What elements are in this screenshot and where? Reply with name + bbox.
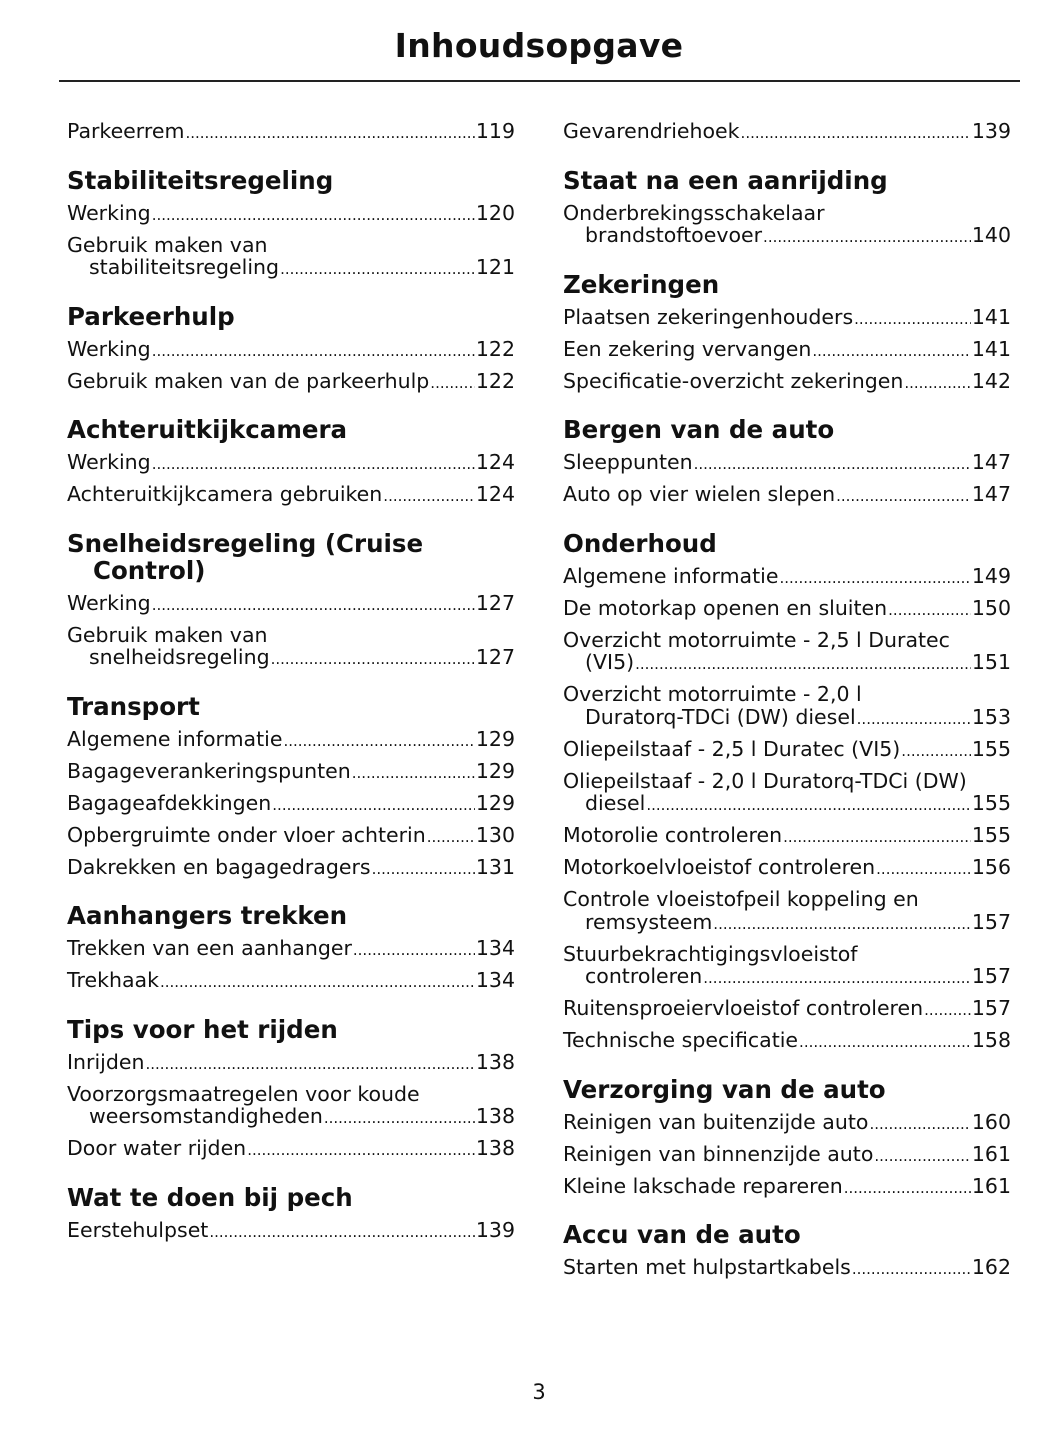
entry-text: Motorkoelvloeistof controleren xyxy=(563,855,876,879)
toc-section-staat-na-een-aanrijding xyxy=(563,167,1011,249)
dot-leader xyxy=(160,971,475,994)
dot-leader xyxy=(812,340,971,363)
entry-page-number: 158 xyxy=(971,1028,1011,1052)
entry-page-number: 131 xyxy=(475,854,515,879)
entry-text: snelheidsregeling xyxy=(89,645,270,669)
dot-leader xyxy=(852,1258,971,1281)
dot-leader xyxy=(703,967,971,990)
dot-leader xyxy=(924,999,971,1022)
entry-page-number: 140 xyxy=(971,223,1011,247)
entry-text: Reinigen van binnenzijde auto xyxy=(563,1141,874,1166)
entry-page-number: 122 xyxy=(475,368,515,393)
toc-entry[interactable] xyxy=(67,234,515,281)
toc-entry[interactable] xyxy=(563,597,1011,622)
toc-left-column xyxy=(67,120,515,1265)
entry-text: Werking xyxy=(67,336,151,361)
toc-entry[interactable] xyxy=(563,1256,1011,1281)
entry-text: Gevarendriehoek xyxy=(563,119,740,143)
toc-section-achteruitkijkcamera xyxy=(67,416,515,508)
entry-text: Sleeppunten xyxy=(563,450,693,474)
entry-text: diesel xyxy=(585,791,646,815)
entry-page-number: 127 xyxy=(475,645,515,669)
section-title: Achteruitkijkcamera xyxy=(67,415,348,444)
entry-text: Stuurbekrachtigingsvloeistof xyxy=(563,941,858,966)
entry-text: Algemene informatie xyxy=(563,563,779,588)
section-title: Parkeerhulp xyxy=(67,301,235,331)
entry-text: Achteruitkijkcamera gebruiken xyxy=(67,482,383,506)
entry-text: Auto op vier wielen slepen xyxy=(563,482,836,506)
entry-text: De motorkap openen en sluiten xyxy=(563,595,888,620)
dot-leader xyxy=(694,453,971,476)
dot-leader xyxy=(904,372,971,395)
section-title: Transport xyxy=(67,691,200,721)
entry-text: Dakrekken en bagagedragers xyxy=(67,854,371,879)
entry-page-number: 149 xyxy=(971,563,1011,588)
entry-page-number: 142 xyxy=(971,368,1011,393)
entry-page-number: 124 xyxy=(475,450,515,474)
toc-entry[interactable] xyxy=(67,1137,515,1162)
entry-page-number: 141 xyxy=(971,304,1011,329)
dot-leader xyxy=(152,594,475,617)
entry-page-number: 120 xyxy=(475,200,515,225)
entry-page-number: 129 xyxy=(475,726,515,751)
toc-right-column xyxy=(563,120,1011,1303)
entry-text: Werking xyxy=(67,590,151,615)
entry-page-number: 138 xyxy=(475,1104,515,1128)
toc-entry[interactable] xyxy=(67,451,515,476)
entry-page-number: 151 xyxy=(971,650,1011,674)
entry-text: stabiliteitsregeling xyxy=(89,255,280,279)
dot-leader xyxy=(247,1139,475,1162)
entry-text: Motorolie controleren xyxy=(563,823,783,847)
entry-text: Kleine lakschade repareren xyxy=(563,1173,843,1198)
dot-leader xyxy=(779,567,970,590)
entry-text: (VI5) xyxy=(585,650,635,674)
dot-leader xyxy=(857,708,971,731)
section-title: Verzorging van de auto xyxy=(563,1074,886,1104)
toc-entry[interactable] xyxy=(563,1029,1011,1054)
entry-text: Plaatsen zekeringenhouders xyxy=(563,304,854,329)
entry-text: Een zekering vervangen xyxy=(563,336,812,361)
entry-page-number: 122 xyxy=(475,336,515,361)
toc-entry[interactable] xyxy=(563,824,1011,849)
dot-leader xyxy=(901,740,971,763)
toc-entry[interactable] xyxy=(563,629,1011,676)
section-title: Bergen van de auto xyxy=(563,415,835,444)
entry-text: Werking xyxy=(67,450,151,474)
dot-leader xyxy=(874,1145,970,1168)
entry-text: Gebruik maken van xyxy=(67,232,268,257)
entry-page-number: 161 xyxy=(971,1173,1011,1198)
entry-text: Algemene informatie xyxy=(67,726,283,751)
entry-page-number: 162 xyxy=(971,1255,1011,1279)
page-number: 3 xyxy=(532,1380,546,1404)
toc-section-parkeerhulp xyxy=(67,303,515,395)
entry-text: Controle vloeistofpeil koppeling en xyxy=(563,887,919,911)
section-title: Aanhangers trekken xyxy=(67,901,348,930)
entry-text: Eerstehulpset xyxy=(67,1217,209,1242)
toc-entry[interactable] xyxy=(563,338,1011,363)
entry-text: Gebruik maken van de parkeerhulp xyxy=(67,368,430,393)
toc-entry[interactable] xyxy=(67,1051,515,1076)
toc-entry[interactable] xyxy=(67,483,515,508)
toc-entry[interactable] xyxy=(563,943,1011,990)
toc-section-wat-te-doen-bij-pech xyxy=(67,1184,515,1244)
entry-page-number: 129 xyxy=(475,758,515,783)
entry-text: Bagageverankeringspunten xyxy=(67,758,351,783)
entry-page-number: 138 xyxy=(475,1136,515,1160)
entry-page-number: 130 xyxy=(475,822,515,847)
section-title: Onderhoud xyxy=(563,528,717,558)
toc-section-bergen-van-de-auto xyxy=(563,416,1011,508)
entry-text: Gebruik maken van xyxy=(67,622,268,647)
section-title: Zekeringen xyxy=(563,269,720,299)
toc-entry[interactable] xyxy=(563,565,1011,590)
entry-text: Ruitensproeiervloeistof controleren xyxy=(563,996,924,1020)
toc-section-tips-voor-het-rijden xyxy=(67,1016,515,1162)
section-title: Tips voor het rijden xyxy=(67,1014,338,1044)
dot-leader xyxy=(324,1107,475,1130)
toc-entry[interactable] xyxy=(563,370,1011,395)
section-title: Snelheidsregeling (Cruise Control) xyxy=(67,528,424,585)
dot-leader xyxy=(836,485,971,508)
entry-text: brandstoftoevoer xyxy=(585,223,763,247)
toc-section xyxy=(563,120,1011,145)
dot-leader xyxy=(271,648,475,671)
entry-text: Werking xyxy=(67,200,151,225)
toc-entry[interactable] xyxy=(563,451,1011,476)
dot-leader xyxy=(152,204,475,227)
entry-text: Trekhaak xyxy=(67,968,159,992)
toc-entry[interactable] xyxy=(67,120,515,145)
dot-leader xyxy=(713,913,971,936)
toc-section-onderhoud xyxy=(563,530,1011,1054)
toc-section xyxy=(67,120,515,145)
entry-page-number: 127 xyxy=(475,590,515,615)
entry-text: Starten met hulpstartkabels xyxy=(563,1255,851,1279)
entry-text: Opbergruimte onder vloer achterin xyxy=(67,822,426,847)
dot-leader xyxy=(372,858,475,881)
toc-entry[interactable] xyxy=(67,370,515,395)
entry-text: remsysteem xyxy=(585,909,713,934)
toc-entry[interactable] xyxy=(67,760,515,785)
entry-page-number: 156 xyxy=(971,855,1011,879)
toc-entry[interactable] xyxy=(563,1111,1011,1136)
entry-page-number: 121 xyxy=(475,255,515,279)
toc-entry[interactable] xyxy=(67,202,515,227)
entry-text: Duratorq-TDCi (DW) diesel xyxy=(585,704,856,729)
dot-leader xyxy=(876,858,971,881)
toc-entry[interactable] xyxy=(563,120,1011,145)
entry-page-number: 141 xyxy=(971,336,1011,361)
toc-entry[interactable] xyxy=(563,770,1011,817)
toc-section-transport xyxy=(67,693,515,881)
toc-entry[interactable] xyxy=(563,1175,1011,1200)
toc-entry[interactable] xyxy=(67,1219,515,1244)
dot-leader xyxy=(427,826,475,849)
entry-page-number: 139 xyxy=(475,1217,515,1242)
toc-entry[interactable] xyxy=(67,792,515,817)
entry-text: weersomstandigheden xyxy=(89,1104,323,1128)
entry-page-number: 129 xyxy=(475,790,515,815)
dot-leader xyxy=(152,453,475,476)
toc-entry[interactable] xyxy=(67,856,515,881)
dot-leader xyxy=(430,372,475,395)
entry-page-number: 155 xyxy=(971,736,1011,761)
dot-leader xyxy=(152,340,475,363)
dot-leader xyxy=(844,1177,971,1200)
entry-text: Inrijden xyxy=(67,1049,145,1074)
dot-leader xyxy=(783,826,971,849)
title-divider xyxy=(59,80,1020,82)
entry-page-number: 155 xyxy=(971,823,1011,847)
dot-leader xyxy=(869,1113,970,1136)
entry-text: Onderbrekingsschakelaar xyxy=(563,200,825,225)
entry-page-number: 138 xyxy=(475,1049,515,1074)
entry-page-number: 155 xyxy=(971,791,1011,815)
entry-page-number: 147 xyxy=(971,482,1011,506)
entry-text: Oliepeilstaaf - 2,5 l Duratec (VI5) xyxy=(563,736,901,761)
entry-text: Oliepeilstaaf - 2,0 l Duratorq-TDCi (DW) xyxy=(563,768,967,793)
toc-entry[interactable] xyxy=(563,483,1011,508)
dot-leader xyxy=(353,939,475,962)
section-title: Stabiliteitsregeling xyxy=(67,165,334,195)
dot-leader xyxy=(383,485,475,508)
entry-page-number: 161 xyxy=(971,1141,1011,1166)
toc-entry[interactable] xyxy=(563,888,1011,935)
toc-entry[interactable] xyxy=(67,824,515,849)
dot-leader xyxy=(272,794,475,817)
dot-leader xyxy=(185,122,474,145)
dot-leader xyxy=(209,1221,475,1244)
entry-text: Overzicht motorruimte - 2,5 l Duratec xyxy=(563,627,950,652)
toc-entry[interactable] xyxy=(67,592,515,617)
entry-text: Overzicht motorruimte - 2,0 l xyxy=(563,682,862,706)
toc-section-aanhangers-trekken xyxy=(67,902,515,994)
entry-text: Voorzorgsmaatregelen voor koude xyxy=(67,1081,420,1106)
toc-section-stabiliteitsregeling xyxy=(67,167,515,281)
dot-leader xyxy=(280,258,475,281)
entry-page-number: 119 xyxy=(475,119,515,143)
toc-section-verzorging-van-de-auto xyxy=(563,1076,1011,1200)
toc-entry[interactable] xyxy=(67,624,515,671)
dot-leader xyxy=(646,794,971,817)
dot-leader xyxy=(283,730,474,753)
entry-text: Specificatie-overzicht zekeringen xyxy=(563,368,904,393)
toc-entry[interactable] xyxy=(67,969,515,994)
dot-leader xyxy=(635,653,971,676)
entry-page-number: 147 xyxy=(971,450,1011,474)
entry-page-number: 157 xyxy=(971,996,1011,1020)
dot-leader xyxy=(854,308,971,331)
entry-page-number: 134 xyxy=(475,936,515,960)
toc-entry[interactable] xyxy=(67,937,515,962)
toc-entry[interactable] xyxy=(67,728,515,753)
toc-section-zekeringen xyxy=(563,271,1011,395)
dot-leader xyxy=(352,762,475,785)
toc-entry[interactable] xyxy=(563,997,1011,1022)
dot-leader xyxy=(145,1053,474,1076)
section-title: Staat na een aanrijding xyxy=(563,165,888,195)
entry-page-number: 153 xyxy=(971,704,1011,729)
toc-section-snelheidsregeling-cruise-control xyxy=(67,530,515,671)
entry-text: Reinigen van buitenzijde auto xyxy=(563,1109,869,1134)
toc-entry[interactable] xyxy=(563,683,1011,730)
entry-text: Door water rijden xyxy=(67,1136,247,1160)
entry-text: Technische specificatie xyxy=(563,1028,799,1052)
entry-page-number: 150 xyxy=(971,595,1011,620)
section-title: Wat te doen bij pech xyxy=(67,1182,353,1212)
entry-page-number: 160 xyxy=(971,1109,1011,1134)
section-title: Accu van de auto xyxy=(563,1220,801,1249)
toc-entry[interactable] xyxy=(563,856,1011,881)
entry-text: Trekken van een aanhanger xyxy=(67,936,352,960)
dot-leader xyxy=(888,599,971,622)
toc-entry[interactable] xyxy=(563,738,1011,763)
dot-leader xyxy=(799,1031,971,1054)
dot-leader xyxy=(741,122,971,145)
entry-text: controleren xyxy=(585,964,703,988)
toc-entry[interactable] xyxy=(563,1143,1011,1168)
toc-entry[interactable] xyxy=(563,306,1011,331)
entry-page-number: 134 xyxy=(475,968,515,992)
entry-page-number: 139 xyxy=(971,119,1011,143)
entry-text: Bagageafdekkingen xyxy=(67,790,272,815)
page-title: Inhoudsopgave xyxy=(394,26,684,65)
entry-page-number: 157 xyxy=(971,964,1011,988)
entry-page-number: 157 xyxy=(971,909,1011,934)
toc-entry[interactable] xyxy=(563,202,1011,249)
toc-entry[interactable] xyxy=(67,1083,515,1130)
toc-section-accu-van-de-auto xyxy=(563,1221,1011,1281)
dot-leader xyxy=(763,226,971,249)
entry-text: Parkeerrem xyxy=(67,119,185,143)
toc-entry[interactable] xyxy=(67,338,515,363)
entry-page-number: 124 xyxy=(475,482,515,506)
